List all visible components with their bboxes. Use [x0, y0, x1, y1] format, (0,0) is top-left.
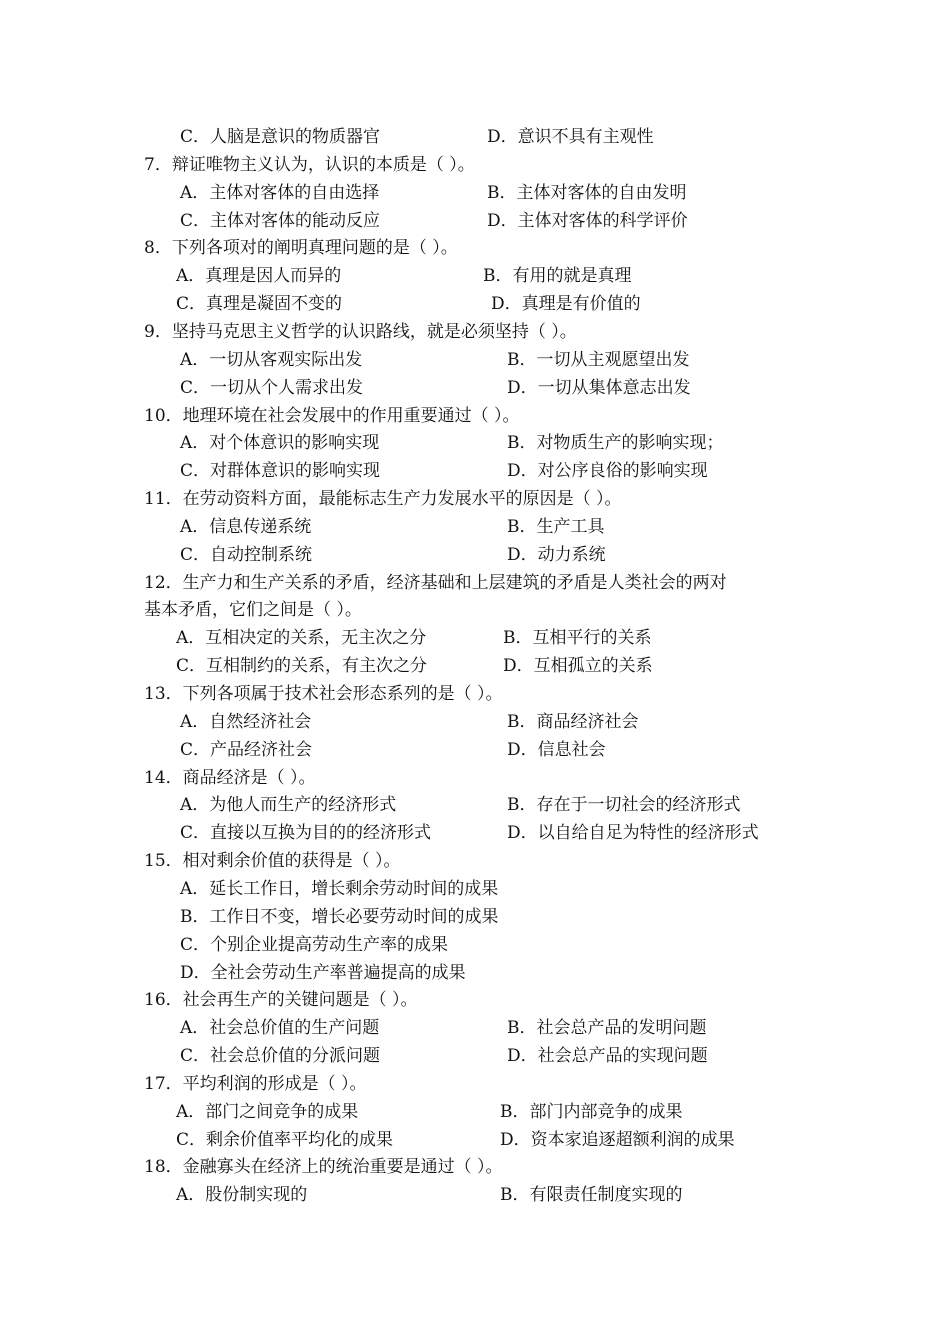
answer-option: D．意识不具有主观性 [487, 127, 654, 147]
answer-option-row [0, 543, 950, 567]
answer-option: D．动力系统 [507, 545, 606, 565]
question-text [0, 682, 950, 706]
answer-option: A．真理是因人而异的 [176, 266, 342, 286]
answer-option: D．全社会劳动生产率普遍提高的成果 [180, 963, 466, 983]
question-stem: 14．商品经济是（ ）。 [144, 768, 316, 788]
answer-option: A．一切从客观实际出发 [180, 350, 363, 370]
answer-option-row [0, 793, 950, 817]
answer-option-row [0, 292, 950, 316]
answer-option: A．对个体意识的影响实现 [180, 433, 380, 453]
answer-option: A．股份制实现的 [176, 1185, 308, 1205]
answer-option: D．一切从集体意志出发 [507, 378, 691, 398]
answer-option-row [0, 264, 950, 288]
answer-option-row [0, 459, 950, 483]
question-stem: 9．坚持马克思主义哲学的认识路线，就是必须坚持（ ）。 [144, 322, 577, 342]
answer-option: A．主体对客体的自由选择 [180, 183, 380, 203]
answer-option-row [0, 654, 950, 678]
answer-option: C．个别企业提高劳动生产率的成果 [180, 935, 449, 955]
answer-option: D．真理是有价值的 [491, 294, 641, 314]
answer-option: D．资本家追逐超额利润的成果 [500, 1130, 735, 1150]
answer-option-row [0, 738, 950, 762]
answer-option: B．商品经济社会 [507, 712, 639, 732]
question-text [0, 404, 950, 428]
question-stem: 11．在劳动资料方面，最能标志生产力发展水平的原因是（ ）。 [144, 489, 622, 509]
answer-option: D．互相孤立的关系 [503, 656, 653, 676]
question-text [0, 487, 950, 511]
answer-option: B．有限责任制度实现的 [500, 1185, 683, 1205]
question-stem: 10．地理环境在社会发展中的作用重要通过（ ）。 [144, 406, 520, 426]
answer-option: C．主体对客体的能动反应 [180, 211, 381, 231]
answer-option-row [0, 1183, 950, 1207]
answer-option: C．产品经济社会 [180, 740, 313, 760]
answer-option-row [0, 431, 950, 455]
answer-option: D．对公序良俗的影响实现 [507, 461, 708, 481]
question-text [0, 153, 950, 177]
answer-option-row [0, 1100, 950, 1124]
answer-option-row [0, 1044, 950, 1068]
answer-option: B．工作日不变，增长必要劳动时间的成果 [180, 907, 499, 927]
question-text [0, 320, 950, 344]
answer-option: C．直接以互换为目的的经济形式 [180, 823, 432, 843]
answer-option-row [0, 181, 950, 205]
answer-option: A．为他人而生产的经济形式 [180, 795, 397, 815]
question-text-continued [0, 598, 950, 622]
answer-option: A．信息传递系统 [180, 517, 312, 537]
question-stem: 16．社会再生产的关键问题是（ ）。 [144, 990, 418, 1010]
answer-option: B．存在于一切社会的经济形式 [507, 795, 741, 815]
answer-option: C．互相制约的关系，有主次之分 [176, 656, 428, 676]
answer-option: C．剩余价值率平均化的成果 [176, 1130, 394, 1150]
answer-option: D．社会总产品的实现问题 [507, 1046, 708, 1066]
answer-option: C．一切从个人需求出发 [180, 378, 364, 398]
answer-option-row [0, 348, 950, 372]
answer-option: B．部门内部竞争的成果 [500, 1102, 683, 1122]
question-stem: 7．辩证唯物主义认为，认识的本质是（ ）。 [144, 155, 475, 175]
answer-option: B．互相平行的关系 [503, 628, 652, 648]
question-stem: 15．相对剩余价值的获得是（ ）。 [144, 851, 401, 871]
answer-option: B．社会总产品的发明问题 [507, 1018, 707, 1038]
answer-option-row [0, 125, 950, 149]
answer-option-row [0, 376, 950, 400]
answer-option: A．部门之间竞争的成果 [176, 1102, 359, 1122]
answer-option: C．社会总价值的分派问题 [180, 1046, 381, 1066]
answer-option-row [0, 515, 950, 539]
answer-option: D．信息社会 [507, 740, 606, 760]
answer-option-row [0, 905, 950, 929]
answer-option: A．延长工作日，增长剩余劳动时间的成果 [180, 879, 499, 899]
answer-option-row [0, 877, 950, 901]
question-text [0, 1155, 950, 1179]
answer-option: B．主体对客体的自由发明 [487, 183, 687, 203]
answer-option: A．自然经济社会 [180, 712, 312, 732]
answer-option: C．人脑是意识的物质器官 [180, 127, 381, 147]
question-text [0, 988, 950, 1012]
answer-option-row [0, 626, 950, 650]
answer-option: C．真理是凝固不变的 [176, 294, 343, 314]
answer-option: D．主体对客体的科学评价 [487, 211, 688, 231]
answer-option-row [0, 821, 950, 845]
question-text [0, 571, 950, 595]
answer-option: C．自动控制系统 [180, 545, 313, 565]
answer-option-row [0, 1016, 950, 1040]
answer-option-row [0, 710, 950, 734]
question-stem: 8．下列各项对的阐明真理问题的是（ ）。 [144, 238, 458, 258]
question-stem: 13．下列各项属于技术社会形态系列的是（ ）。 [144, 684, 503, 704]
answer-option-row [0, 209, 950, 233]
answer-option-row [0, 961, 950, 985]
question-stem: 12．生产力和生产关系的矛盾，经济基础和上层建筑的矛盾是人类社会的两对 [144, 573, 727, 593]
answer-option: D．以自给自足为特性的经济形式 [507, 823, 759, 843]
question-text [0, 1072, 950, 1096]
answer-option-row [0, 933, 950, 957]
question-stem: 基本矛盾，它们之间是（ ）。 [144, 600, 362, 620]
question-stem: 18．金融寡头在经济上的统治重要是通过（ ）。 [144, 1157, 503, 1177]
answer-option: B．对物质生产的影响实现； [507, 433, 724, 453]
answer-option: B．有用的就是真理 [483, 266, 632, 286]
question-stem: 17．平均利润的形成是（ ）。 [144, 1074, 367, 1094]
answer-option-row [0, 1128, 950, 1152]
question-text [0, 766, 950, 790]
answer-option: A．社会总价值的生产问题 [180, 1018, 380, 1038]
answer-option: B．一切从主观愿望出发 [507, 350, 690, 370]
question-text [0, 236, 950, 260]
answer-option: C．对群体意识的影响实现 [180, 461, 381, 481]
question-text [0, 849, 950, 873]
answer-option: A．互相决定的关系，无主次之分 [176, 628, 427, 648]
answer-option: B．生产工具 [507, 517, 605, 537]
